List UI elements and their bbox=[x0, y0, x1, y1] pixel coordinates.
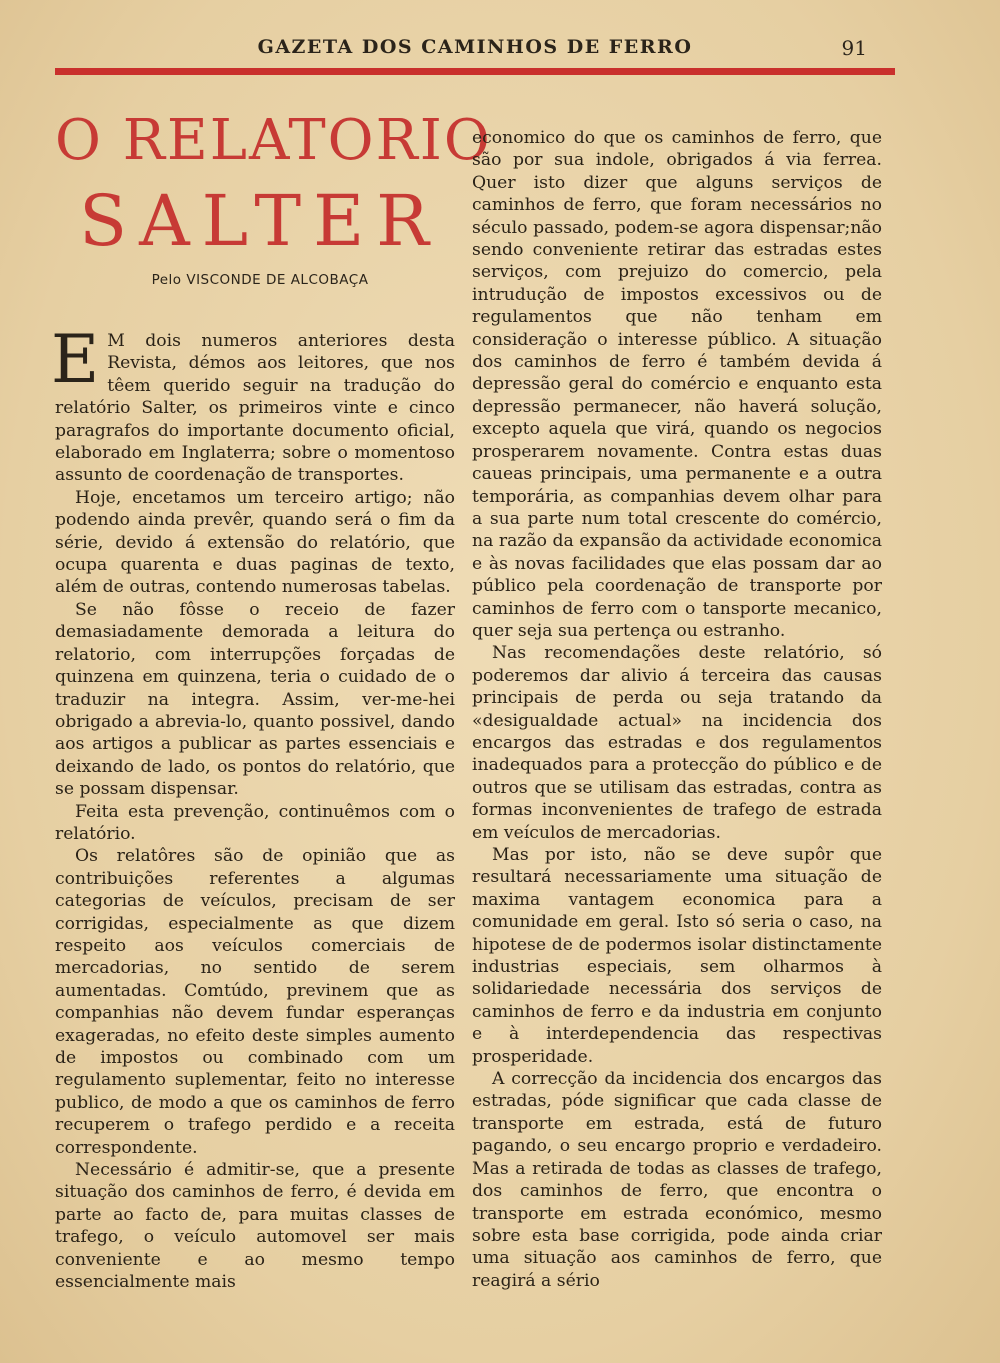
left-column bbox=[51, 321, 455, 1293]
right-column bbox=[472, 127, 882, 1292]
article-title-line-1: O RELATORIO bbox=[55, 108, 492, 173]
paragraph: A correcção da incidencia dos encargos das estradas, póde significar que cada classe de transporte em estrada, está de futuro pagando, o seu encargo proprio e verdadeiro. Mas a retirada de todas as classes de trafego, dos caminhos de ferro, que encontra o transporte em estrada económico, mesmo sobre esta base corrigida, pode ainda criar uma situação aos caminhos de ferro, que reagirá a sério bbox=[472, 1069, 882, 1291]
paragraph: Necessário é admitir-se, que a presente situação dos caminhos de ferro, é devida em parte ao facto de, para muitas classes de trafego, o veículo automovel ser mais conveniente e ao mesmo tempo essencialmente mais bbox=[55, 1160, 455, 1293]
paragraph: Feita esta prevenção, continuêmos com o relatório. bbox=[55, 801, 455, 844]
page-header bbox=[55, 32, 895, 64]
article-title-line-2: SALTER bbox=[79, 180, 441, 262]
article-byline: Pelo VISCONDE DE ALCOBAÇA bbox=[151, 272, 369, 288]
paragraph: economico do que os caminhos de ferro, que são por sua indole, obrigados á via ferrea. Quer isto dizer que alguns serviços de caminhos de ferro, que foram necessários no século passado, podem-se agora dispensar;não sendo conveniente retirar das estradas estes serviços, com prejuizo do comercio, pela intrudução de impostos excessivos ou de regulamentos que não tenham em consideração o interesse público. A situação dos caminhos de ferro é também devida á depressão geral do comércio e enquanto esta depressão permanecer, não haverá solução, excepto aquela que virá, quando os negocios prosperarem novamente. Contra estas duas caueas principais, uma permanente e a outra temporária, as companhias devem olhar para a sua parte num total crescente do comércio, na razão da expansão da actividade economica e às novas facilidades que elas possam dar ao público pela coordenação de transporte por caminhos de ferro com o tansporte mecanico, quer seja sua pertença ou estranho. bbox=[472, 128, 882, 641]
header-rule bbox=[55, 68, 895, 75]
page-number: 91 bbox=[841, 36, 867, 60]
publication-title: GAZETA DOS CAMINHOS DE FERRO bbox=[257, 36, 693, 58]
drop-cap: E bbox=[51, 321, 100, 398]
paragraph: Mas por isto, não se deve supôr que resultará necessariamente uma situação de maxima vantagem economica para a comunidade em geral. Isto só seria o caso, na hipotese de de podermos isolar distinctamente industrias especiais, sem olharmos à solidariedade necessária dos serviços de caminhos de ferro e da industria em conjunto e à interdependencia das respectivas prosperidade. bbox=[472, 845, 882, 1067]
paragraph: Hoje, encetamos um terceiro artigo; não podendo ainda prevêr, quando será o fim da série, devido á extensão do relatório, que ocupa quarenta e duas paginas de texto, além de outras, contendo numerosas tabelas. bbox=[55, 487, 455, 598]
paragraph: M dois numeros anteriores desta Revista, démos aos leitores, que nos têem querido seguir na tradução do relatório Salter, os primeiros vinte e cinco paragrafos do importante documento oficial, elaborado em Inglaterra; sobre o momentoso assunto de coordenação de transportes. bbox=[55, 331, 455, 486]
paragraph: Os relatôres são de opinião que as contribuições referentes a algumas categorias de veículos, precisam de ser corrigidas, especialmente as que dizem respeito aos veículos comerciais de mercadorias, no sentido de serem aumentadas. Comtúdo, previnem que as companhias não devem fundar esperanças exageradas, no efeito deste simples aumento de impostos ou combinado com um regulamento suplementar, feito no interesse publico, de modo a que os caminhos de ferro recuperem o trafego perdido e a receita correspondente. bbox=[55, 846, 455, 1158]
paragraph: Se não fôsse o receio de fazer demasiadamente demorada a leitura do relatorio, com interrupções forçadas de quinzena em quinzena, teria o cuidado de o traduzir na integra. Assim, ver-me-hei obrigado a abrevia-lo, quanto possivel, dando aos artigos a publicar as partes essenciais e deixando de lado, os pontos do relatório, que se possam dispensar. bbox=[55, 599, 455, 800]
paragraph: Nas recomendações deste relatório, só poderemos dar alivio á terceira das causas principais de perda ou seja tratando da «desigualdade actual» na incidencia dos encargos das estradas e dos regulamentos inadequados para a protecção do público e de outros que se utilisam das estradas, contra as formas inconvenientes de trafego de estrada em veículos de mercadorias. bbox=[472, 643, 882, 843]
